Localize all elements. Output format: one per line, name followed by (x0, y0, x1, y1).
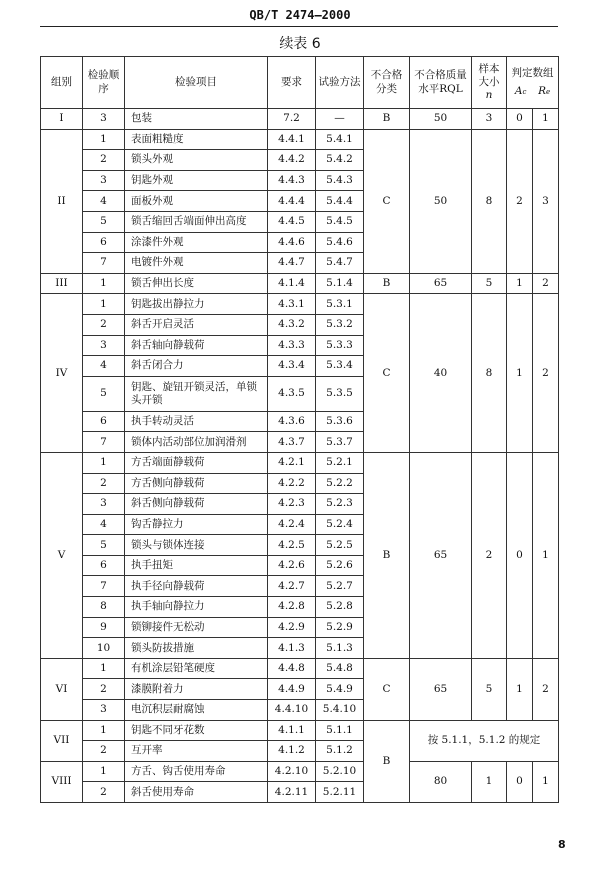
sample-cell: 2 (472, 452, 507, 658)
req-cell: 4.4.10 (268, 700, 316, 721)
seq-cell: 4 (83, 514, 125, 535)
seq-cell: 1 (83, 720, 125, 741)
rql-cell: 40 (410, 294, 472, 453)
col-sample-label: 样本大小 (478, 62, 500, 88)
method-cell: 5.4.9 (316, 679, 364, 700)
page-number: 8 (558, 838, 566, 851)
item-cell: 包装 (125, 109, 268, 130)
seq-cell: 3 (83, 335, 125, 356)
method-cell: 5.2.9 (316, 617, 364, 638)
rql-cell: 50 (410, 109, 472, 130)
method-cell: 5.4.8 (316, 658, 364, 679)
rql-cell: 80 (410, 761, 472, 802)
item-cell: 锁舌伸出长度 (125, 273, 268, 294)
method-cell: 5.3.4 (316, 356, 364, 377)
seq-cell: 1 (83, 273, 125, 294)
re-cell: 1 (533, 761, 559, 802)
seq-cell: 1 (83, 452, 125, 473)
method-cell: 5.2.3 (316, 494, 364, 515)
re-cell: 1 (533, 452, 559, 658)
method-cell: 5.4.2 (316, 150, 364, 171)
method-cell: 5.1.4 (316, 273, 364, 294)
group-label: V (41, 452, 83, 658)
item-cell: 锁头与锁体连接 (125, 535, 268, 556)
method-cell: 5.4.7 (316, 253, 364, 274)
sample-cell: 3 (472, 109, 507, 130)
req-cell: 4.2.6 (268, 555, 316, 576)
req-cell: 4.4.5 (268, 211, 316, 232)
req-cell: 4.3.2 (268, 314, 316, 335)
req-cell: 4.3.6 (268, 411, 316, 432)
req-cell: 4.2.10 (268, 761, 316, 782)
method-cell: 5.1.2 (316, 741, 364, 762)
standard-header: QB/T 2474—2000 (249, 8, 351, 22)
table-row (41, 720, 559, 741)
col-rql: 不合格质量水平RQL (410, 57, 472, 109)
item-cell: 方舌、钩舌使用寿命 (125, 761, 268, 782)
req-cell: 4.2.5 (268, 535, 316, 556)
table-row (41, 294, 559, 315)
method-cell: 5.3.7 (316, 432, 364, 453)
req-cell: 4.4.3 (268, 170, 316, 191)
sample-cell: 5 (472, 273, 507, 294)
seq-cell: 2 (83, 782, 125, 803)
class-cell: C (364, 294, 410, 453)
req-cell: 4.2.8 (268, 597, 316, 618)
req-cell: 4.3.5 (268, 376, 316, 411)
col-item: 检验项目 (125, 57, 268, 109)
ac-cell: 1 (507, 273, 533, 294)
col-sample-n: n (485, 89, 493, 102)
req-cell: 4.1.2 (268, 741, 316, 762)
ac-cell: 1 (507, 658, 533, 720)
item-cell: 面板外观 (125, 191, 268, 212)
method-cell: 5.3.2 (316, 314, 364, 335)
req-cell: 4.1.3 (268, 638, 316, 659)
re-cell: 2 (533, 294, 559, 453)
group-label: VI (41, 658, 83, 720)
item-cell: 锁头外观 (125, 150, 268, 171)
req-cell: 4.2.11 (268, 782, 316, 803)
col-group: 组别 (41, 57, 83, 109)
item-cell: 执手轴向静拉力 (125, 597, 268, 618)
item-cell: 钥匙拔出静拉力 (125, 294, 268, 315)
header-rule (40, 26, 558, 27)
seq-cell: 6 (83, 411, 125, 432)
vii-note: 按 5.1.1，5.1.2 的规定 (410, 720, 559, 761)
col-sample (472, 57, 507, 109)
col-class: 不合格分类 (364, 57, 410, 109)
item-cell: 方舌侧向静载荷 (125, 473, 268, 494)
item-cell: 漆膜附着力 (125, 679, 268, 700)
seq-cell: 7 (83, 576, 125, 597)
table-row (41, 273, 559, 294)
method-cell: 5.2.4 (316, 514, 364, 535)
seq-cell: 4 (83, 191, 125, 212)
item-cell: 电镀件外观 (125, 253, 268, 274)
col-judge (507, 57, 559, 109)
class-cell: C (364, 129, 410, 273)
ac-cell: 0 (507, 109, 533, 130)
item-cell: 执手径向静载荷 (125, 576, 268, 597)
re-cell: 2 (533, 273, 559, 294)
req-cell: 4.4.6 (268, 232, 316, 253)
group-label: IV (41, 294, 83, 453)
item-cell: 斜舌使用寿命 (125, 782, 268, 803)
method-cell: 5.2.1 (316, 452, 364, 473)
re-cell: 2 (533, 658, 559, 720)
ac-cell: 1 (507, 294, 533, 453)
class-cell: B (364, 452, 410, 658)
method-cell: 5.4.5 (316, 211, 364, 232)
seq-cell: 5 (83, 535, 125, 556)
item-cell: 方舌端面静载荷 (125, 452, 268, 473)
class-cell: B (364, 720, 410, 802)
sample-cell: 5 (472, 658, 507, 720)
item-cell: 锁体内活动部位加润滑剂 (125, 432, 268, 453)
req-cell: 4.4.1 (268, 129, 316, 150)
item-cell: 锁头防拔措施 (125, 638, 268, 659)
method-cell: 5.3.3 (316, 335, 364, 356)
item-cell: 电沉积层耐腐蚀 (125, 700, 268, 721)
ac-cell: 0 (507, 761, 533, 802)
seq-cell: 1 (83, 129, 125, 150)
seq-cell: 6 (83, 555, 125, 576)
item-cell: 有机涂层铅笔硬度 (125, 658, 268, 679)
col-ac: Ac (514, 84, 527, 97)
req-cell: 4.2.2 (268, 473, 316, 494)
class-cell: B (364, 109, 410, 130)
req-cell: 4.3.7 (268, 432, 316, 453)
method-cell: 5.2.6 (316, 555, 364, 576)
seq-cell: 7 (83, 253, 125, 274)
item-cell: 涂漆件外观 (125, 232, 268, 253)
seq-cell: 8 (83, 597, 125, 618)
table-row (41, 109, 559, 130)
req-cell: 4.4.7 (268, 253, 316, 274)
seq-cell: 3 (83, 170, 125, 191)
seq-cell: 6 (83, 232, 125, 253)
group-label: II (41, 129, 83, 273)
item-cell: 执手扭矩 (125, 555, 268, 576)
seq-cell: 3 (83, 494, 125, 515)
table-row (41, 129, 559, 150)
seq-cell: 2 (83, 473, 125, 494)
ac-cell: 2 (507, 129, 533, 273)
col-method: 试验方法 (316, 57, 364, 109)
col-judge-label: 判定数组 (511, 67, 554, 80)
method-cell: 5.3.5 (316, 376, 364, 411)
seq-cell: 9 (83, 617, 125, 638)
method-cell: 5.2.11 (316, 782, 364, 803)
class-cell: C (364, 658, 410, 720)
col-re: Re (538, 84, 551, 97)
re-cell: 1 (533, 109, 559, 130)
seq-cell: 10 (83, 638, 125, 659)
group-label: III (41, 273, 83, 294)
table-row (41, 452, 559, 473)
item-cell: 斜舌轴向静载荷 (125, 335, 268, 356)
req-cell: 4.4.8 (268, 658, 316, 679)
req-cell: 4.1.4 (268, 273, 316, 294)
item-cell: 锁铆接件无松动 (125, 617, 268, 638)
seq-cell: 5 (83, 211, 125, 232)
item-cell: 钩舌静拉力 (125, 514, 268, 535)
item-cell: 斜舌开启灵活 (125, 314, 268, 335)
method-cell: 5.3.6 (316, 411, 364, 432)
item-cell: 互开率 (125, 741, 268, 762)
seq-cell: 2 (83, 150, 125, 171)
method-cell: 5.1.3 (316, 638, 364, 659)
seq-cell: 2 (83, 314, 125, 335)
table-header-row (41, 57, 559, 109)
method-cell: 5.4.4 (316, 191, 364, 212)
req-cell: 4.4.2 (268, 150, 316, 171)
rql-cell: 65 (410, 452, 472, 658)
method-cell: 5.4.3 (316, 170, 364, 191)
sample-cell: 8 (472, 129, 507, 273)
item-cell: 斜舌闭合力 (125, 356, 268, 377)
req-cell: 7.2 (268, 109, 316, 130)
rql-cell: 50 (410, 129, 472, 273)
inspection-table (40, 56, 559, 803)
rql-cell: 65 (410, 273, 472, 294)
item-cell: 钥匙、旋钮开锁灵活，单锁头开锁 (125, 376, 268, 411)
req-cell: 4.2.1 (268, 452, 316, 473)
item-cell: 斜舌侧向静载荷 (125, 494, 268, 515)
sample-cell: 1 (472, 761, 507, 802)
group-label: I (41, 109, 83, 130)
re-cell: 3 (533, 129, 559, 273)
req-cell: 4.2.9 (268, 617, 316, 638)
seq-cell: 2 (83, 679, 125, 700)
ac-cell: 0 (507, 452, 533, 658)
method-cell: 5.2.2 (316, 473, 364, 494)
req-cell: 4.4.4 (268, 191, 316, 212)
item-cell: 钥匙外观 (125, 170, 268, 191)
seq-cell: 1 (83, 294, 125, 315)
seq-cell: 1 (83, 761, 125, 782)
item-cell: 钥匙不同牙花数 (125, 720, 268, 741)
req-cell: 4.1.1 (268, 720, 316, 741)
method-cell: 5.2.10 (316, 761, 364, 782)
table-row (41, 658, 559, 679)
req-cell: 4.3.3 (268, 335, 316, 356)
seq-cell: 7 (83, 432, 125, 453)
method-cell: 5.2.5 (316, 535, 364, 556)
table-row (41, 761, 559, 782)
sample-cell: 8 (472, 294, 507, 453)
req-cell: 4.2.4 (268, 514, 316, 535)
req-cell: 4.2.7 (268, 576, 316, 597)
item-cell: 执手转动灵活 (125, 411, 268, 432)
item-cell: 锁舌缩回舌端面伸出高度 (125, 211, 268, 232)
method-cell: — (316, 109, 364, 130)
seq-cell: 3 (83, 700, 125, 721)
req-cell: 4.2.3 (268, 494, 316, 515)
seq-cell: 5 (83, 376, 125, 411)
seq-cell: 4 (83, 356, 125, 377)
seq-cell: 3 (83, 109, 125, 130)
method-cell: 5.3.1 (316, 294, 364, 315)
req-cell: 4.3.4 (268, 356, 316, 377)
seq-cell: 2 (83, 741, 125, 762)
class-cell: B (364, 273, 410, 294)
method-cell: 5.2.7 (316, 576, 364, 597)
group-label: VIII (41, 761, 83, 802)
method-cell: 5.1.1 (316, 720, 364, 741)
method-cell: 5.4.6 (316, 232, 364, 253)
col-req: 要求 (268, 57, 316, 109)
method-cell: 5.2.8 (316, 597, 364, 618)
method-cell: 5.4.1 (316, 129, 364, 150)
group-label: VII (41, 720, 83, 761)
table-caption: 续表 6 (279, 36, 321, 52)
rql-cell: 65 (410, 658, 472, 720)
item-cell: 表面粗糙度 (125, 129, 268, 150)
method-cell: 5.4.10 (316, 700, 364, 721)
seq-cell: 1 (83, 658, 125, 679)
req-cell: 4.3.1 (268, 294, 316, 315)
req-cell: 4.4.9 (268, 679, 316, 700)
col-seq: 检验顺序 (83, 57, 125, 109)
